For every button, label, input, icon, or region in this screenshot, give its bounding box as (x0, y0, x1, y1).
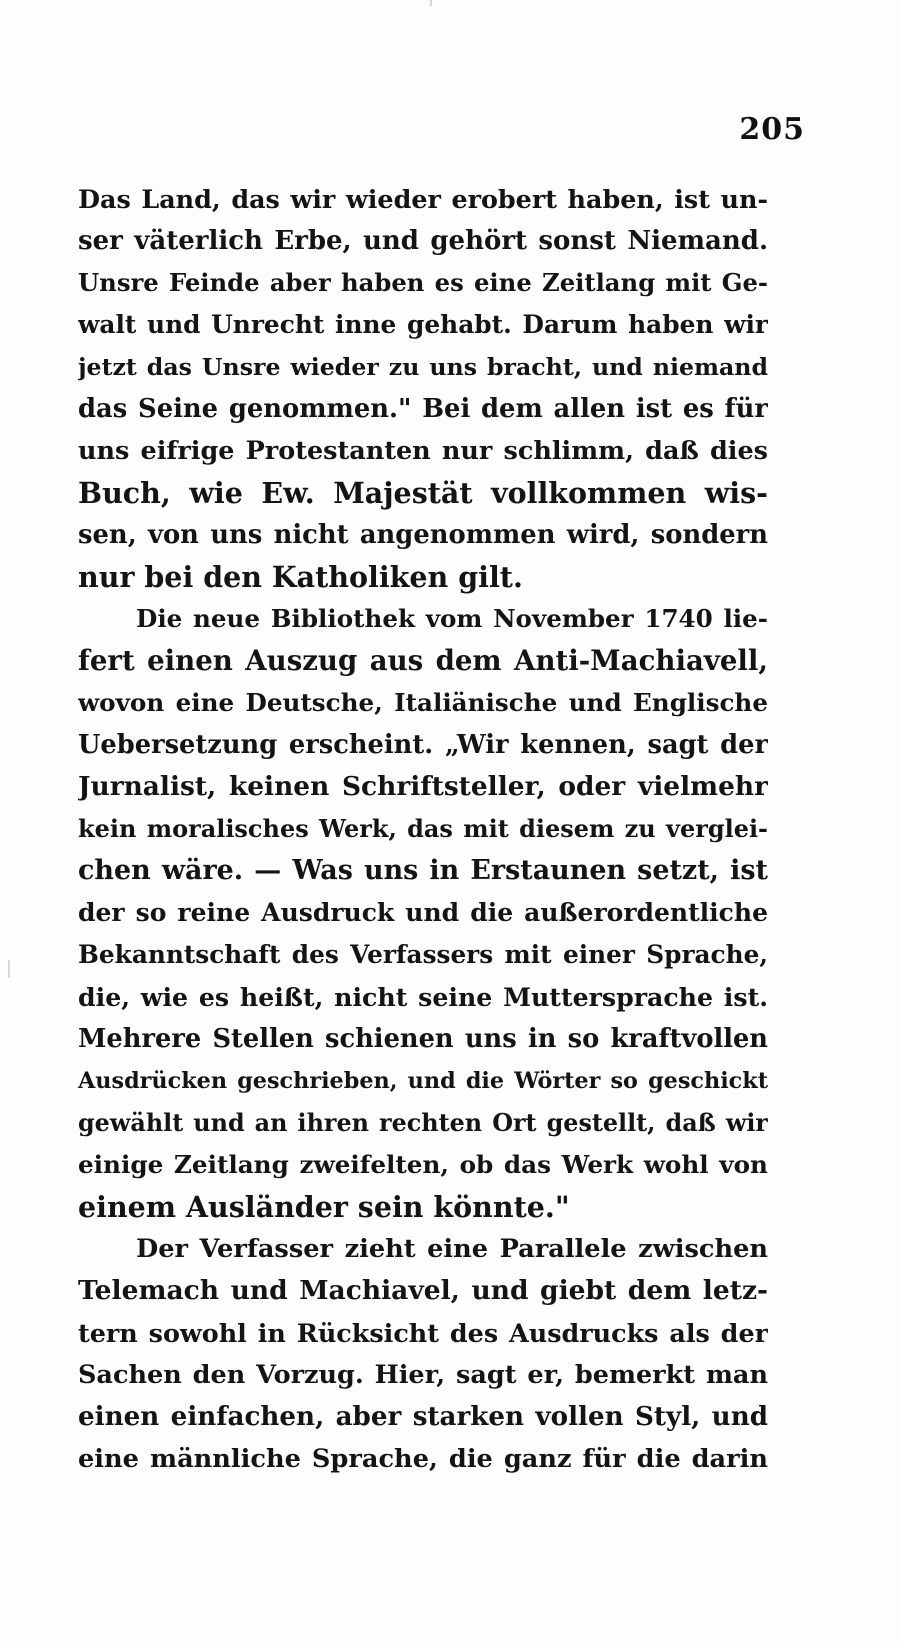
text-line: Das Land, das wir wieder erobert haben, ist un- (78, 184, 768, 214)
text-line: uns eifrige Protestanten nur schlimm, daß dies (78, 436, 768, 466)
text-line: kein moralisches Werk, das mit diesem zu verglei- (78, 814, 768, 843)
text-line: eine männliche Sprache, die ganz für die darin (78, 1444, 768, 1474)
text-line: walt und Unrecht inne gehabt. Darum haben wir (78, 310, 768, 339)
text-line: nur bei den Katholiken gilt. (78, 560, 523, 594)
text-line: Buch, wie Ew. Majestät vollkommen wis- (78, 476, 768, 510)
text-line: das Seine genommen." Bei dem allen ist es für (78, 394, 768, 424)
text-line: fert einen Auszug aus dem Anti-Machiavell, (78, 644, 768, 677)
text-line: Jurnalist, keinen Schriftsteller, oder vielmehr (78, 771, 768, 802)
text-line: Unsre Feinde aber haben es eine Zeitlang mit Ge- (78, 268, 768, 297)
page-edge-mark (430, 0, 432, 6)
text-line: Der Verfasser zieht eine Parallele zwischen (136, 1234, 768, 1264)
text-line: Ausdrücken geschrieben, und die Wörter so geschickt (78, 1068, 768, 1094)
body-text (78, 178, 768, 1480)
text-line: gewählt und an ihren rechten Ort gestellt, daß wir (78, 1109, 768, 1137)
text-line: Telemach und Machiavel, und giebt dem letz- (78, 1275, 768, 1306)
text-line: Mehrere Stellen schienen uns in so kraftvollen (78, 1024, 768, 1054)
text-line: ser väterlich Erbe, und gehört sonst Niemand. (78, 226, 768, 256)
text-line: tern sowohl in Rücksicht des Ausdrucks als der (78, 1318, 768, 1348)
text-line: chen wäre. — Was uns in Erstaunen setzt, ist (78, 855, 768, 886)
text-line: sen, von uns nicht angenommen wird, sondern (78, 520, 768, 550)
text-line: jetzt das Unsre wieder zu uns bracht, und niemand (78, 353, 768, 381)
text-line: einem Ausländer sein könnte." (78, 1190, 570, 1224)
text-line: einen einfachen, aber starken vollen Styl, und (78, 1401, 768, 1432)
text-line: Bekanntschaft des Verfassers mit einer Sprache, (78, 940, 768, 969)
text-line: einige Zeitlang zweifelten, ob das Werk wohl von (78, 1150, 768, 1179)
text-line: Die neue Bibliothek vom November 1740 lie- (136, 604, 768, 633)
text-line: Uebersetzung erscheint. „Wir kennen, sagt der (78, 730, 768, 760)
text-line: die, wie es heißt, nicht seine Muttersprache ist. (78, 982, 768, 1012)
page-number: 205 (739, 112, 805, 147)
text-line: Sachen den Vorzug. Hier, sagt er, bemerkt man (78, 1360, 768, 1390)
text-line: der so reine Ausdruck und die außerordentliche (78, 898, 768, 927)
page-edge-mark (8, 960, 10, 978)
text-line: wovon eine Deutsche, Italiänische und Englische (78, 688, 768, 717)
